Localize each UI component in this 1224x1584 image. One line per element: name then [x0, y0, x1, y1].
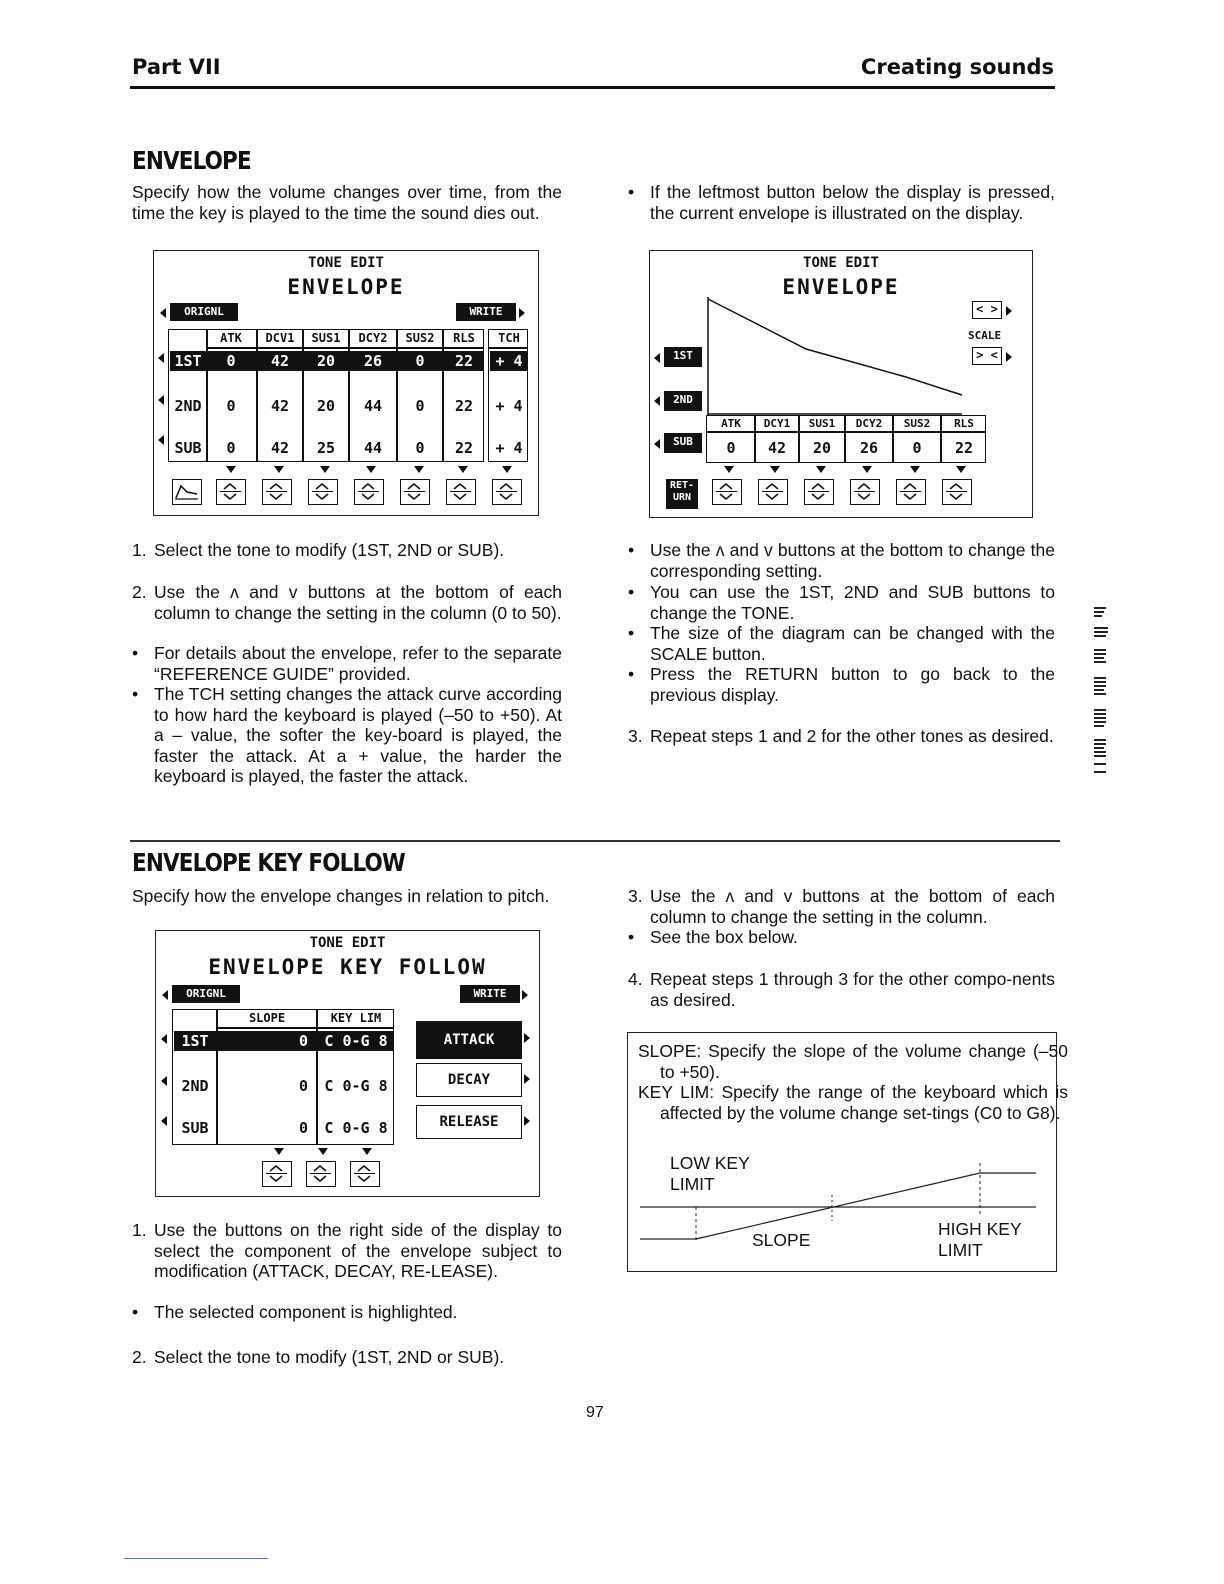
orignl-button[interactable]: ORIGNL	[170, 303, 238, 321]
envelope-right-bullet-2: • Use the ʌ and v buttons at the bottom to change the corresponding setting.	[628, 540, 1055, 581]
up-down-button[interactable]	[262, 1161, 292, 1187]
up-down-icon	[493, 480, 520, 503]
down-marker-icon	[862, 466, 872, 473]
right-arrow-icon	[522, 990, 528, 1000]
down-marker-icon	[318, 1148, 328, 1155]
ekf-bullet-3: • See the box below.	[628, 927, 798, 947]
left-arrow-icon	[160, 308, 166, 318]
envelope-right-bullet-4: • The size of the diagram can be changed with the SCALE button.	[628, 623, 1055, 664]
right-arrow-icon	[524, 1074, 530, 1084]
envelope-graph-lcd: TONE EDIT ENVELOPE < > SCALE > < 1ST 2ND SUB ATK DCY1 SUS1 DCY2 SUS2 RLS 0 42 20 26 0 22 RET- URN	[649, 250, 1033, 518]
row-label-sub[interactable]: SUB	[174, 439, 202, 457]
left-arrow-icon	[654, 353, 660, 363]
up-down-icon	[263, 1162, 290, 1185]
down-marker-icon	[956, 466, 966, 473]
envelope-intro: Specify how the volume changes over time, from the time the key is played to the time the sound dies out.	[132, 182, 562, 223]
part-label: Part VII	[132, 55, 221, 79]
col-tch: TCH	[498, 331, 520, 345]
envelope-curve	[706, 297, 966, 417]
down-marker-icon	[274, 466, 284, 473]
down-marker-icon	[226, 466, 236, 473]
up-down-button[interactable]	[350, 1161, 380, 1187]
up-down-button[interactable]	[896, 479, 926, 505]
ekf-lcd: TONE EDIT ENVELOPE KEY FOLLOW ORIGNL WRITE SLOPE KEY LIM 1ST 0 C 0-G 8 2ND 0 C 0-G 8 SUB 0 C 0-G 8 ATTACK DECAY RELEASE	[155, 930, 540, 1197]
up-down-button[interactable]	[262, 479, 292, 505]
right-arrow-icon	[524, 1033, 530, 1043]
orignl-button[interactable]: ORIGNL	[172, 985, 240, 1003]
row-select-arrow-icon	[158, 353, 164, 363]
envelope-step-1: 1. Select the tone to modify (1ST, 2ND or SUB).	[132, 540, 505, 560]
ekf-intro: Specify how the envelope changes in relation to pitch.	[132, 886, 550, 906]
up-down-icon	[355, 480, 382, 503]
down-marker-icon	[502, 466, 512, 473]
up-down-icon	[217, 480, 244, 503]
lcd-top-label: TONE EDIT	[309, 935, 386, 951]
down-marker-icon	[816, 466, 826, 473]
up-down-button[interactable]	[216, 479, 246, 505]
col-key-lim: KEY LIM	[330, 1011, 382, 1025]
up-down-button[interactable]	[400, 479, 430, 505]
tone-1st-button[interactable]: 1ST	[664, 347, 702, 367]
row-label-2nd[interactable]: 2ND	[174, 397, 202, 415]
scale-up-button[interactable]	[972, 301, 1002, 319]
return-button[interactable]: RET- URN	[666, 479, 698, 509]
row-label-1st[interactable]: 1ST	[170, 352, 206, 370]
left-arrow-icon	[654, 439, 660, 449]
ekf-step-4: 4. Repeat steps 1 through 3 for the other compo-nents as desired.	[628, 969, 1055, 1010]
col-dcy1: DCV1	[265, 331, 295, 345]
low-key-limit-label: LIMIT	[670, 1174, 715, 1194]
section-divider	[130, 840, 1060, 842]
up-down-icon	[805, 480, 832, 503]
lcd-title: ENVELOPE	[782, 275, 900, 299]
row-select-arrow-icon	[161, 1034, 167, 1044]
up-down-icon	[447, 480, 474, 503]
up-down-icon	[943, 480, 970, 503]
down-marker-icon	[366, 466, 376, 473]
write-button[interactable]: WRITE	[460, 985, 520, 1003]
up-down-icon	[307, 1162, 334, 1185]
col-dcy2: DCY2	[358, 331, 388, 345]
up-down-button[interactable]	[758, 479, 788, 505]
up-down-button[interactable]	[492, 479, 522, 505]
up-down-button[interactable]	[712, 479, 742, 505]
low-key-label: LOW KEY	[670, 1153, 750, 1173]
right-arrow-icon	[524, 1116, 530, 1126]
up-down-button[interactable]	[804, 479, 834, 505]
right-arrow-icon	[1006, 352, 1012, 362]
row-select-arrow-icon	[158, 395, 164, 405]
attack-button[interactable]: ATTACK	[416, 1021, 522, 1059]
up-down-icon	[759, 480, 786, 503]
up-down-button[interactable]	[306, 1161, 336, 1187]
col-sus2: SUS2	[405, 331, 435, 345]
envelope-right-bullet-1: • If the leftmost button below the display is pressed, the current envelope is illustrated on the display.	[628, 182, 1055, 223]
row-select-arrow-icon	[161, 1076, 167, 1086]
up-down-button[interactable]	[942, 479, 972, 505]
down-marker-icon	[458, 466, 468, 473]
footer-rule	[124, 1558, 268, 1559]
envelope-right-bullet-3: • You can use the 1ST, 2ND and SUB buttons to change the TONE.	[628, 582, 1055, 623]
write-button[interactable]: WRITE	[456, 303, 516, 321]
up-down-button[interactable]	[850, 479, 880, 505]
decay-button[interactable]: DECAY	[416, 1063, 522, 1097]
row-select-arrow-icon	[161, 1116, 167, 1126]
lcd-top-label: TONE EDIT	[803, 255, 879, 271]
definition-box	[627, 1032, 1068, 1272]
envelope-step-2: 2. Use the ʌ and v buttons at the bottom of each column to change the setting in the column (0 to 50).	[132, 582, 562, 623]
col-atk: ATK	[220, 331, 242, 345]
page-number: 97	[586, 1404, 604, 1421]
up-down-icon	[401, 480, 428, 503]
up-down-button[interactable]	[308, 479, 338, 505]
up-down-icon	[713, 480, 740, 503]
down-marker-icon	[910, 466, 920, 473]
row-select-arrow-icon	[158, 435, 164, 445]
ekf-step-3: 3. Use the ʌ and v buttons at the bottom of each column to change the setting in the column.	[628, 886, 1055, 927]
down-marker-icon	[724, 466, 734, 473]
envelope-bullet-reference: • For details about the envelope, refer to the separate “REFERENCE GUIDE” provided.	[132, 643, 562, 684]
envelope-graph-icon	[173, 480, 200, 503]
up-down-icon	[897, 480, 924, 503]
scale-down-button[interactable]	[972, 347, 1002, 365]
right-arrow-icon	[519, 308, 525, 318]
expand-icon: < >	[976, 302, 998, 316]
envelope-heading: ENVELOPE	[132, 146, 251, 175]
release-button[interactable]: RELEASE	[416, 1105, 522, 1139]
left-arrow-icon	[162, 990, 168, 1000]
lcd-top-label: TONE EDIT	[308, 255, 384, 271]
down-marker-icon	[320, 466, 330, 473]
header-rule	[130, 86, 1055, 89]
col-slope: SLOPE	[248, 1011, 286, 1025]
envelope-right-bullet-5: • Press the RETURN button to go back to the previous display.	[628, 664, 1055, 705]
down-marker-icon	[770, 466, 780, 473]
section-label: Creating sounds	[860, 55, 1054, 79]
lcd-title: ENVELOPE	[287, 275, 405, 299]
envelope-graph-button[interactable]	[172, 479, 202, 505]
high-key-limit-label: LIMIT	[938, 1240, 983, 1260]
up-down-button[interactable]	[354, 479, 384, 505]
tone-sub-button[interactable]: SUB	[664, 433, 702, 453]
scale-label: SCALE	[968, 329, 1002, 342]
row-label-1st[interactable]: 1ST	[174, 1032, 216, 1050]
up-down-icon	[351, 1162, 378, 1185]
envelope-step-3: 3. Repeat steps 1 and 2 for the other tones as desired.	[628, 726, 1054, 746]
right-arrow-icon	[1006, 306, 1012, 316]
high-key-label: HIGH KEY	[938, 1219, 1022, 1239]
ekf-bullet-1: • The selected component is highlighted.	[132, 1302, 458, 1322]
slope-definition: SLOPE: Specify the slope of the volume change (–50 to +50).	[638, 1041, 1068, 1082]
up-down-button[interactable]	[446, 479, 476, 505]
ekf-step-2: 2. Select the tone to modify (1ST, 2ND or SUB).	[132, 1347, 505, 1367]
thumb-index-marks	[1092, 600, 1122, 780]
envelope-bullet-tch: • The TCH setting changes the attack curve according to how hard the keyboard is played (–50 to +50). At a – value, the softer the key-board is played, the faster the attack. At a + value, the harder the keyboard is played, the faster the attack.	[132, 684, 562, 786]
ekf-step-1: 1. Use the buttons on the right side of the display to select the component of the envelope subject to modification (ATTACK, DECAY, RE-LEASE).	[132, 1220, 562, 1281]
up-down-icon	[309, 480, 336, 503]
down-marker-icon	[414, 466, 424, 473]
ekf-heading: ENVELOPE KEY FOLLOW	[132, 848, 405, 877]
down-marker-icon	[274, 1148, 284, 1155]
tone-2nd-button[interactable]: 2ND	[664, 391, 702, 411]
col-rls: RLS	[453, 331, 475, 345]
up-down-icon	[263, 480, 290, 503]
left-arrow-icon	[654, 396, 660, 406]
col-sus1: SUS1	[311, 331, 341, 345]
envelope-lcd: TONE EDIT ENVELOPE ORIGNL WRITE ATK DCV1 SUS1 DCY2 SUS2 RLS TCH 1ST 0 42 20 26 0 22 + 4 2ND 0 42 20 44 0 22 + 4 SUB 0 42 25 44 0 22 + 4	[153, 250, 539, 516]
down-marker-icon	[362, 1148, 372, 1155]
key-lim-definition: KEY LIM: Specify the range of the keyboard which is affected by the volume change set-tings (C0 to G8).	[638, 1082, 1068, 1123]
lcd-title: ENVELOPE KEY FOLLOW	[208, 955, 487, 979]
shrink-icon: > <	[976, 348, 998, 362]
slope-diagram-label: SLOPE	[752, 1230, 811, 1250]
row-label-2nd[interactable]: 2ND	[181, 1077, 209, 1095]
key-follow-diagram	[636, 1159, 1046, 1259]
row-label-sub[interactable]: SUB	[181, 1119, 209, 1137]
up-down-icon	[851, 480, 878, 503]
